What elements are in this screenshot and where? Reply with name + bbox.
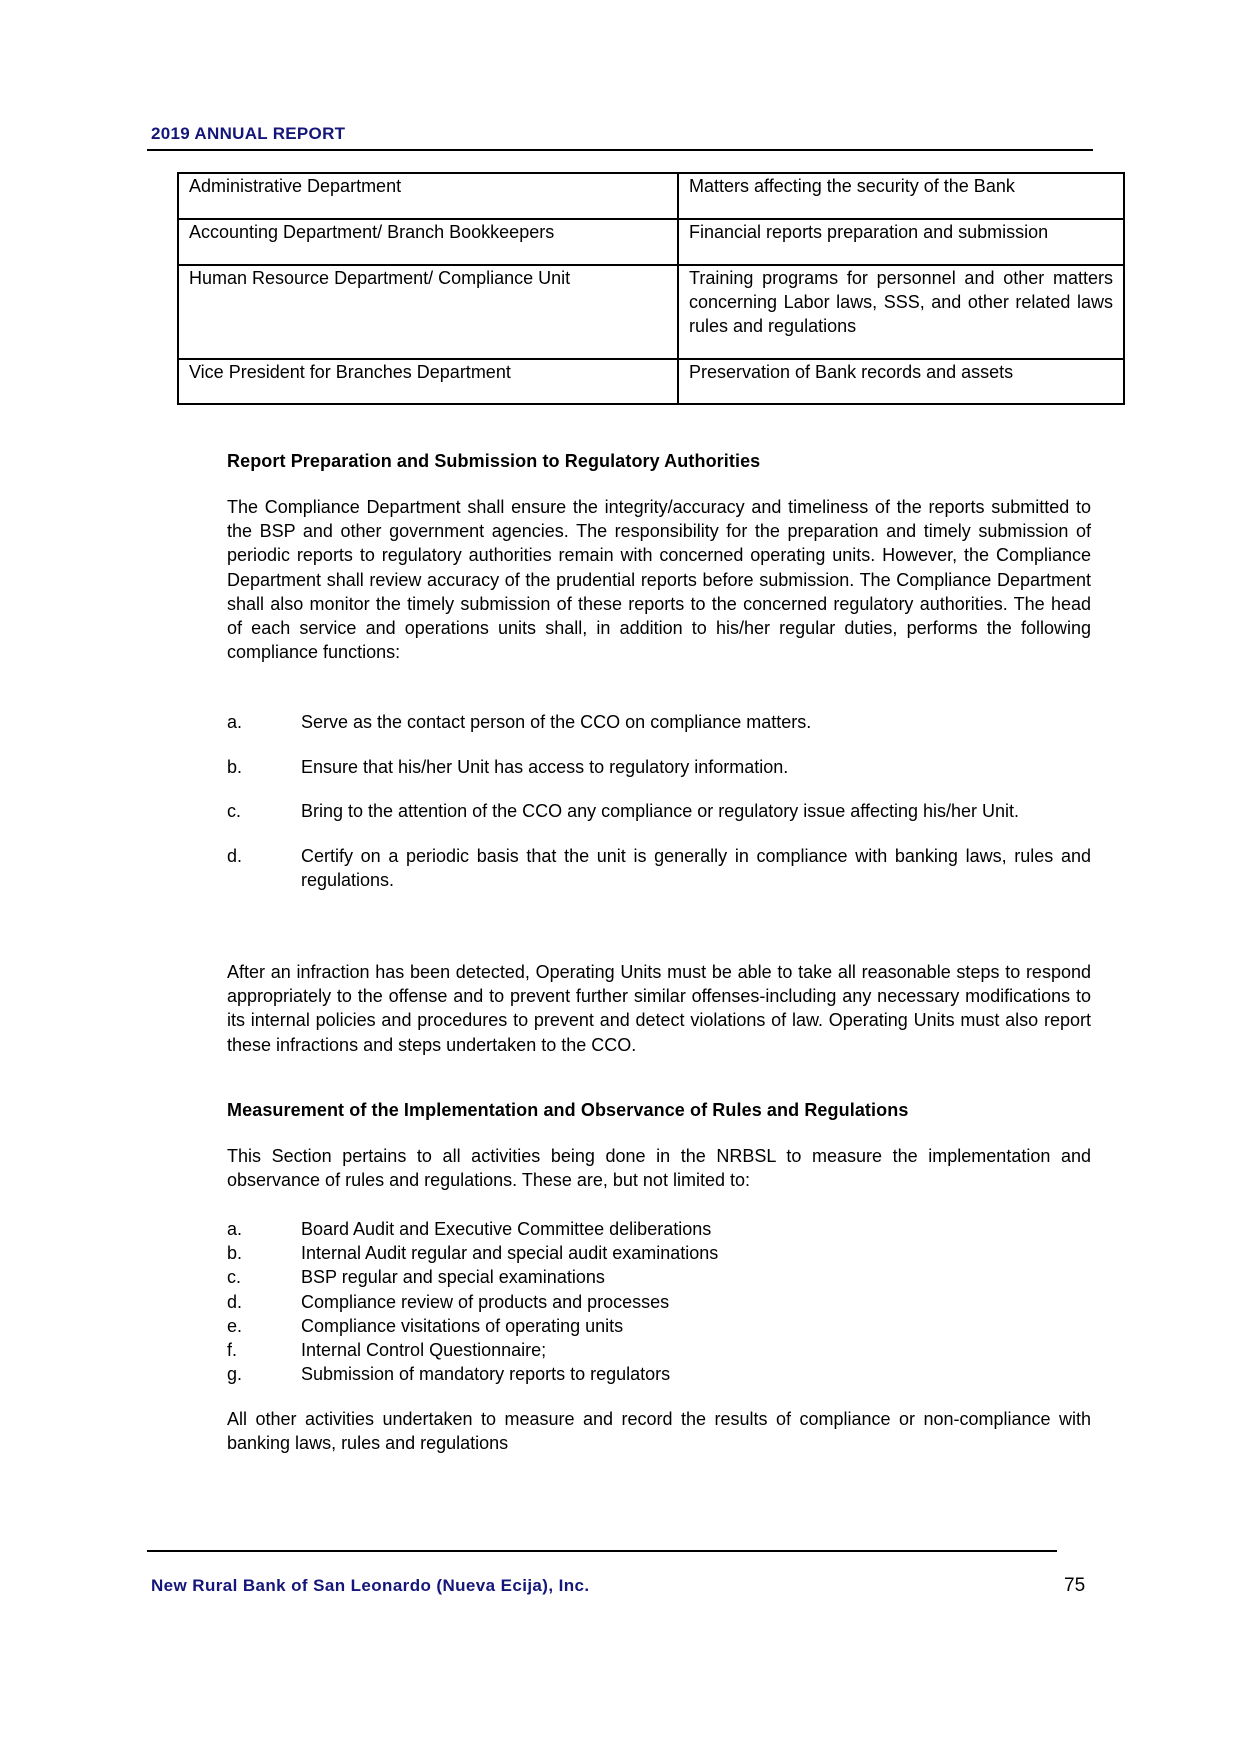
infraction-paragraph: After an infraction has been detected, Operating Units must be able to take all reasonable steps to respond appropriately to the offense and to prevent further similar offenses-including any necessary modifications to its internal policies and procedures to prevent and detect violations of law. Operating Units must also report these infractions and steps undertaken to the CCO.	[227, 962, 1091, 1055]
list-marker: g.	[227, 1364, 243, 1385]
section-heading-report-preparation: Report Preparation and Submission to Regulatory Authorities	[227, 451, 761, 471]
list-marker: a.	[227, 1219, 243, 1239]
responsibility-text: Preservation of Bank records and assets	[689, 362, 1014, 382]
list-item	[227, 1217, 1091, 1241]
responsibility-text: Training programs for personnel and other matters concerning Labor laws, SSS, and other related laws rules and regulations	[689, 268, 1113, 336]
list-item	[227, 755, 1091, 779]
list-item	[227, 1338, 1091, 1362]
list-marker: a.	[227, 712, 243, 732]
list-marker: b.	[227, 1243, 243, 1264]
table-cell-responsibility	[678, 359, 1124, 404]
table-row	[178, 265, 1124, 359]
list-item-text: Internal Control Questionnaire;	[301, 1340, 547, 1361]
table-cell-unit	[178, 219, 678, 265]
table-cell-unit	[178, 265, 678, 359]
list-marker: c.	[227, 801, 242, 822]
list-item-text: Certify on a periodic basis that the unit is generally in compliance with banking laws, rules and regulations.	[301, 846, 1091, 891]
list-item-text: Board Audit and Executive Committee deliberations	[301, 1219, 712, 1239]
list-item	[227, 1241, 1091, 1265]
list-item	[227, 844, 1091, 892]
table-cell-responsibility	[678, 219, 1124, 265]
list-item	[227, 710, 1091, 734]
responsibility-table	[177, 172, 1125, 405]
list-item-text: Ensure that his/her Unit has access to regulatory information.	[301, 756, 789, 777]
list-marker: d.	[227, 1291, 243, 1312]
list-item-text: Serve as the contact person of the CCO on compliance matters.	[301, 712, 812, 732]
list-item-text: Internal Audit regular and special audit examinations	[301, 1243, 719, 1264]
list-marker: b.	[227, 756, 243, 777]
table-cell-unit	[178, 173, 678, 219]
unit-name: Accounting Department/ Branch Bookkeepers	[189, 222, 555, 242]
unit-name: Administrative Department	[189, 176, 402, 196]
table-cell-responsibility	[678, 265, 1124, 359]
report-header-title: 2019 ANNUAL REPORT	[151, 124, 346, 143]
measurement-intro-paragraph: This Section pertains to all activities being done in the NRBSL to measure the implementation and observance of rules and regulations. These are, but not limited to:	[227, 1146, 1091, 1191]
list-marker: d.	[227, 846, 243, 867]
footer-divider	[147, 1550, 1057, 1552]
table-row	[178, 219, 1124, 265]
list-marker: f.	[227, 1340, 238, 1361]
header-divider	[147, 149, 1093, 151]
list-item-text: BSP regular and special examinations	[301, 1267, 605, 1288]
page-number: 75	[1064, 1575, 1086, 1596]
table-row	[178, 173, 1124, 219]
list-item	[227, 1362, 1091, 1386]
compliance-functions-list	[227, 710, 1091, 913]
list-item-text: Bring to the attention of the CCO any compliance or regulatory issue affecting his/her Unit.	[301, 801, 1020, 822]
list-item	[227, 799, 1091, 823]
report-preparation-paragraph: The Compliance Department shall ensure the integrity/accuracy and timeliness of the reports submitted to the BSP and other government agencies. The responsibility for the preparation and timely submission of periodic reports to regulatory authorities remain with concerned operating units. However, the Compliance Department shall review accuracy of the prudential reports before submission. The Compliance Department shall also monitor the timely submission of these reports to the concerned regulatory authorities. The head of each service and operations units shall, in addition to his/her regular duties, performs the following compliance functions:	[227, 497, 1091, 663]
table-row	[178, 359, 1124, 404]
unit-name: Human Resource Department/ Compliance Unit	[189, 268, 571, 288]
list-item-text: Compliance visitations of operating units	[301, 1315, 624, 1336]
list-item	[227, 1290, 1091, 1314]
list-item-text: Submission of mandatory reports to regulators	[301, 1364, 671, 1385]
table-cell-responsibility	[678, 173, 1124, 219]
measurement-activities-list	[227, 1217, 1091, 1386]
measurement-closing-paragraph: All other activities undertaken to measure and record the results of compliance or non-compliance with banking laws, rules and regulations	[227, 1409, 1091, 1454]
section-heading-measurement: Measurement of the Implementation and Observance of Rules and Regulations	[227, 1100, 909, 1120]
list-item	[227, 1265, 1091, 1289]
unit-name: Vice President for Branches Department	[189, 362, 511, 382]
footer-organization-name: New Rural Bank of San Leonardo (Nueva Ecija), Inc.	[151, 1576, 590, 1595]
list-marker: c.	[227, 1267, 242, 1288]
responsibility-text: Matters affecting the security of the Bank	[689, 176, 1015, 196]
table-cell-unit	[178, 359, 678, 404]
list-item	[227, 1314, 1091, 1338]
list-item-text: Compliance review of products and processes	[301, 1291, 670, 1312]
list-marker: e.	[227, 1315, 243, 1336]
responsibility-text: Financial reports preparation and submission	[689, 222, 1049, 242]
